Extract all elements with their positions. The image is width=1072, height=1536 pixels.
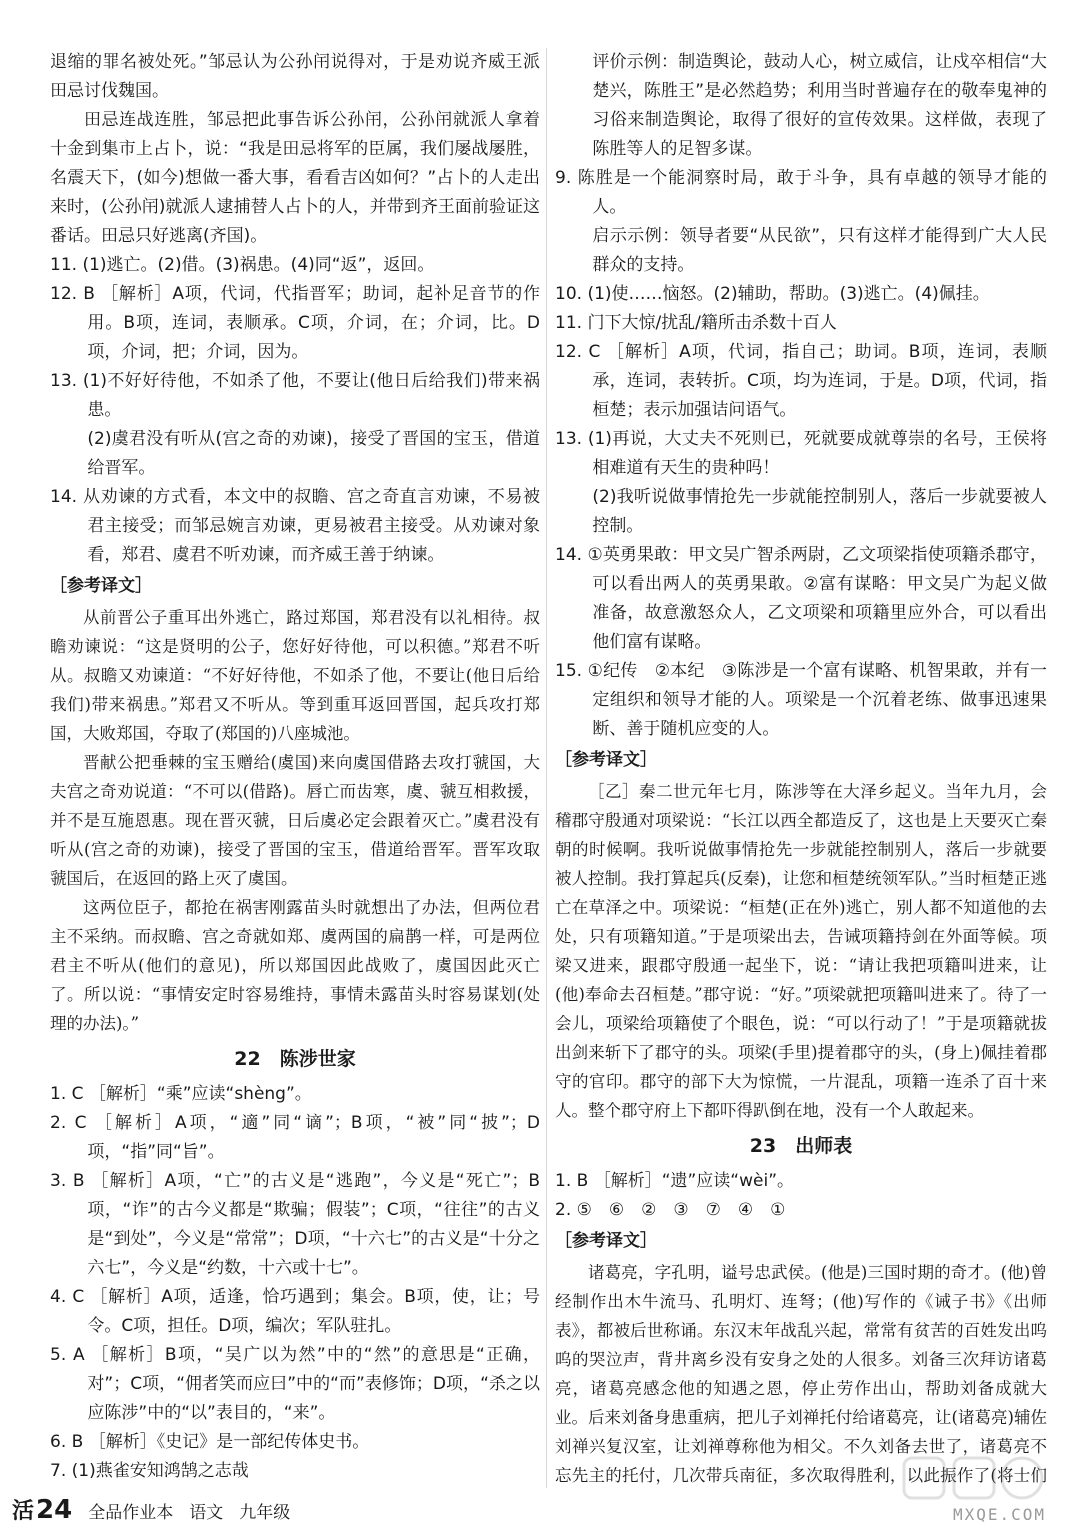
watermark-text: MXQE.COM xyxy=(952,1505,1046,1524)
left-answer-item: 13. (1)不好好待他，不如杀了他，不要让(他日后给我们)带来祸患。 xyxy=(50,371,540,420)
left-continued-text: 退缩的罪名被处死。”邹忌认为公孙闬说得对，于是劝说齐威王派田忌讨伐魏国。 xyxy=(50,52,540,101)
page-prefix: 活 xyxy=(12,1499,35,1524)
right-column xyxy=(555,48,1047,1488)
subject-name: 语文 xyxy=(189,1503,224,1523)
left-column xyxy=(50,48,540,1488)
right-translation-paragraph: ［乙］秦二世元年七月，陈涉等在大泽乡起义。当年九月，会稽郡守殷通对项梁说：“长江以西全都造反了，这也是上天要灭亡秦朝的时候啊。我听说做事情抢先一步就能控制别人，落后一步就要被人控制。我打算起兵(反秦)，让您和桓楚统领军队。”当时桓楚正逃亡在草泽之中。项梁说：“桓楚(正在外)逃亡，别人都不知道他的去处，只有项籍知道。”于是项梁出去，告诫项籍持剑在外面等候。项梁又进来，跟郡守殷通一起坐下，说：“请让我把项籍叫进来，让(他)奉命去召桓楚。”郡守说：“好。”项梁就把项籍叫进来了。待了一会儿，项梁给项籍使了个眼色，说：“可以行动了！”于是项籍就拔出剑来斩下了郡守的头。项梁(手里)提着郡守的头，(身上)佩挂着郡守的官印。郡守的部下大为惊慌，一片混乱，项籍一连杀了百十来人。整个郡守府上下都吓得趴倒在地，没有一个人敢起来。 xyxy=(555,782,1047,1120)
left-answer-item: 6. B ［解析］《史记》是一部纪传体史书。 xyxy=(50,1432,370,1452)
left-answer-item: 1. C ［解析］“乘”应读“shèng”。 xyxy=(50,1084,312,1104)
left-paragraph: 田忌连战连胜，邹忌把此事告诉公孙闬，公孙闬就派人拿着十金到集市上占卜，说：“我是田忌将军的臣属，我们屡战屡胜，名震天下，(如今)想做一番大事，看看吉凶如何？”占卜的人走出来时，(公孙闬)就派人逮捕替人占卜的人，并带到齐王面前验证这番话。田忌只好逃离(齐国)。 xyxy=(50,110,540,246)
right-answer-item: 13. (1)再说，大丈夫不死则已，死就要成就尊崇的名号，王侯将相难道有天生的贵种吗！ xyxy=(555,429,1047,478)
right-reference-label: ［参考译文］ xyxy=(555,1231,657,1251)
right-reference-label: ［参考译文］ xyxy=(555,750,657,770)
column-divider xyxy=(546,48,547,1488)
right-answer-item: 15. ①纪传 ②本纪 ③陈涉是一个富有谋略、机智果敢，并有一定组织和领导才能的人。项梁是一个沉着老练、做事迅速果断、善于随机应变的人。 xyxy=(555,661,1047,739)
left-answer-item: 7. (1)燕雀安知鸿鹄之志哉 xyxy=(50,1461,249,1481)
right-answer-subitem: 评价示例：制造舆论，鼓动人心，树立威信，让戍卒相信“大楚兴，陈胜王”是必然趋势；利用当时普遍存在的敬奉鬼神的习俗来制造舆论，取得了很好的宣传效果。这样做，表现了陈胜等人的足智多谋。 xyxy=(592,52,1047,159)
right-answer-subitem: 启示示例：领导者要“从民欲”，只有这样才能得到广大人民群众的支持。 xyxy=(592,226,1047,275)
left-answer-item: 4. C ［解析］A项，适逢，恰巧遇到；集会。B项，使，让；号令。C项，担任。D项，编次；军队驻扎。 xyxy=(50,1287,540,1336)
right-answer-item: 2. ⑤ ⑥ ② ③ ⑦ ④ ① xyxy=(555,1200,786,1220)
right-answer-item: 9. 陈胜是一个能洞察时局，敢于斗争，具有卓越的领导才能的人。 xyxy=(555,168,1047,217)
left-answer-item: 12. B ［解析］A项，代词，代指晋军；助词，起补足音节的作用。B项，连词，表顺承。C项，介词，在；介词，比。D项，介词，把；介词，因为。 xyxy=(50,284,540,362)
grade-name: 九年级 xyxy=(239,1503,291,1523)
left-answer-item: 2. C ［解析］A项，“適”同“谪”；B项，“被”同“披”；D项，“指”同“旨”。 xyxy=(50,1113,540,1162)
right-answer-item: 10. (1)使……恼怒。(2)辅助，帮助。(3)逃亡。(4)佩挂。 xyxy=(555,284,990,304)
right-answer-subitem: (2)我听说做事情抢先一步就能控制别人，落后一步就要被人控制。 xyxy=(592,487,1047,536)
left-answer-subitem: (2)虞君没有听从(宫之奇的劝谏)，接受了晋国的宝玉，借道给晋军。 xyxy=(87,429,540,478)
right-answer-item: 14. ①英勇果敢：甲文吴广智杀两尉，乙文项梁指使项籍杀郡守，可以看出两人的英勇果敢。②富有谋略：甲文吴广为起义做准备，故意激怒众人，乙文项梁和项籍里应外合，可以看出他们富有谋略。 xyxy=(555,545,1047,652)
left-answer-item: 14. 从劝谏的方式看，本文中的叔瞻、宫之奇直言劝谏，不易被君主接受；而邹忌婉言劝谏，更易被君主接受。从劝谏对象看，郑君、虞君不听劝谏，而齐威王善于纳谏。 xyxy=(50,487,540,565)
left-answer-subitem xyxy=(50,1486,540,1488)
page-number: 24 xyxy=(36,1495,73,1525)
right-answer-item: 12. C ［解析］A项，代词，指自己；助词。B项，连词，表顺承，连词，表转折。C项，均为连词，于是。D项，代词，指桓楚；表示加强诘问语气。 xyxy=(555,342,1047,420)
left-translation-paragraph: 这两位臣子，都抢在祸害刚露苗头时就想出了办法，但两位君主不采纳。而叔瞻、宫之奇就如郑、虞两国的扁鹊一样，可是两位君主不听从(他们的意见)，所以郑国因此战败了，虞国因此灭亡了。所以说：“事情安定时容易维持，事情未露苗头时容易谋划(处理的办法)。” xyxy=(50,898,540,1033)
right-translation-paragraph: 诸葛亮，字孔明，谥号忠武侯。(他是)三国时期的奇才。(他)曾经制作出木牛流马、孔明灯、连弩；(他)写作的《诫子书》《出师表》，都被后世称诵。东汉末年战乱兴起，常常有贫苦的百姓发出呜呜的哭泣声，背井离乡没有安身之处的人很多。刘备三次拜访诸葛亮，诸葛亮感念他的知遇之恩，停止劳作出山，帮助刘备成就大业。后来刘备身患重病，把儿子刘禅托付给诸葛亮，让(诸葛亮)辅佐刘禅兴复汉室，让刘禅尊称他为相父。不久刘备去世了，诸葛亮不忘先主的托付，几次带兵南征，多次取得胜利，以此振作了(将士们 xyxy=(555,1263,1047,1485)
left-section-title: 22 陈涉世家 xyxy=(234,1048,356,1070)
left-translation-paragraph: 从前晋公子重耳出外逃亡，路过郑国，郑君没有以礼相待。叔瞻劝谏说：“这是贤明的公子，您好好待他，可以积德。”郑君不听从。叔瞻又劝谏道：“不好好待他，不如杀了他，不要让(他日后给我们)带来祸患。”郑君又不听从。等到重耳返回晋国，起兵攻打郑国，大败郑国，夺取了(郑国的)八座城池。 xyxy=(50,608,540,743)
series-name: 全品作业本 xyxy=(88,1503,174,1523)
right-answer-item: 1. B ［解析］“遗”应读“wèi”。 xyxy=(555,1171,795,1191)
right-section-title: 23 出师表 xyxy=(749,1135,853,1157)
right-answer-item: 11. 门下大惊/扰乱/籍所击杀数十百人 xyxy=(555,313,837,333)
page-footer xyxy=(12,1494,290,1525)
left-answer-item: 5. A ［解析］B项，“吴广以为然”中的“然”的意思是“正确，对”；C项，“佣者笑而应曰”中的“而”表修饰；D项，“杀之以应陈涉”中的“以”表目的，“来”。 xyxy=(50,1345,540,1423)
left-translation-paragraph: 晋献公把垂棘的宝玉赠给(虞国)来向虞国借路去攻打虢国，大夫宫之奇劝说道：“不可以(借路)。唇亡而齿寒，虞、虢互相救援，并不是互施恩惠。现在晋灭虢，日后虞必定会跟着灭亡。”虞君没有听从(宫之奇的劝谏)，接受了晋国的宝玉，借道给晋军。晋军攻取虢国后，在返回的路上灭了虞国。 xyxy=(50,753,540,888)
left-answer-item: 11. (1)逃亡。(2)借。(3)祸患。(4)同“返”，返回。 xyxy=(50,255,435,275)
left-reference-label: ［参考译文］ xyxy=(50,576,152,596)
left-answer-item: 3. B ［解析］A项，“亡”的古义是“逃跑”，今义是“死亡”；B项，“诈”的古今义都是“欺骗；假装”；C项，“往往”的古义是“到处”，今义是“常常”；D项，“十六七”的古义是“十分之六七”，今义是“约数，十六或十七”。 xyxy=(50,1171,540,1278)
